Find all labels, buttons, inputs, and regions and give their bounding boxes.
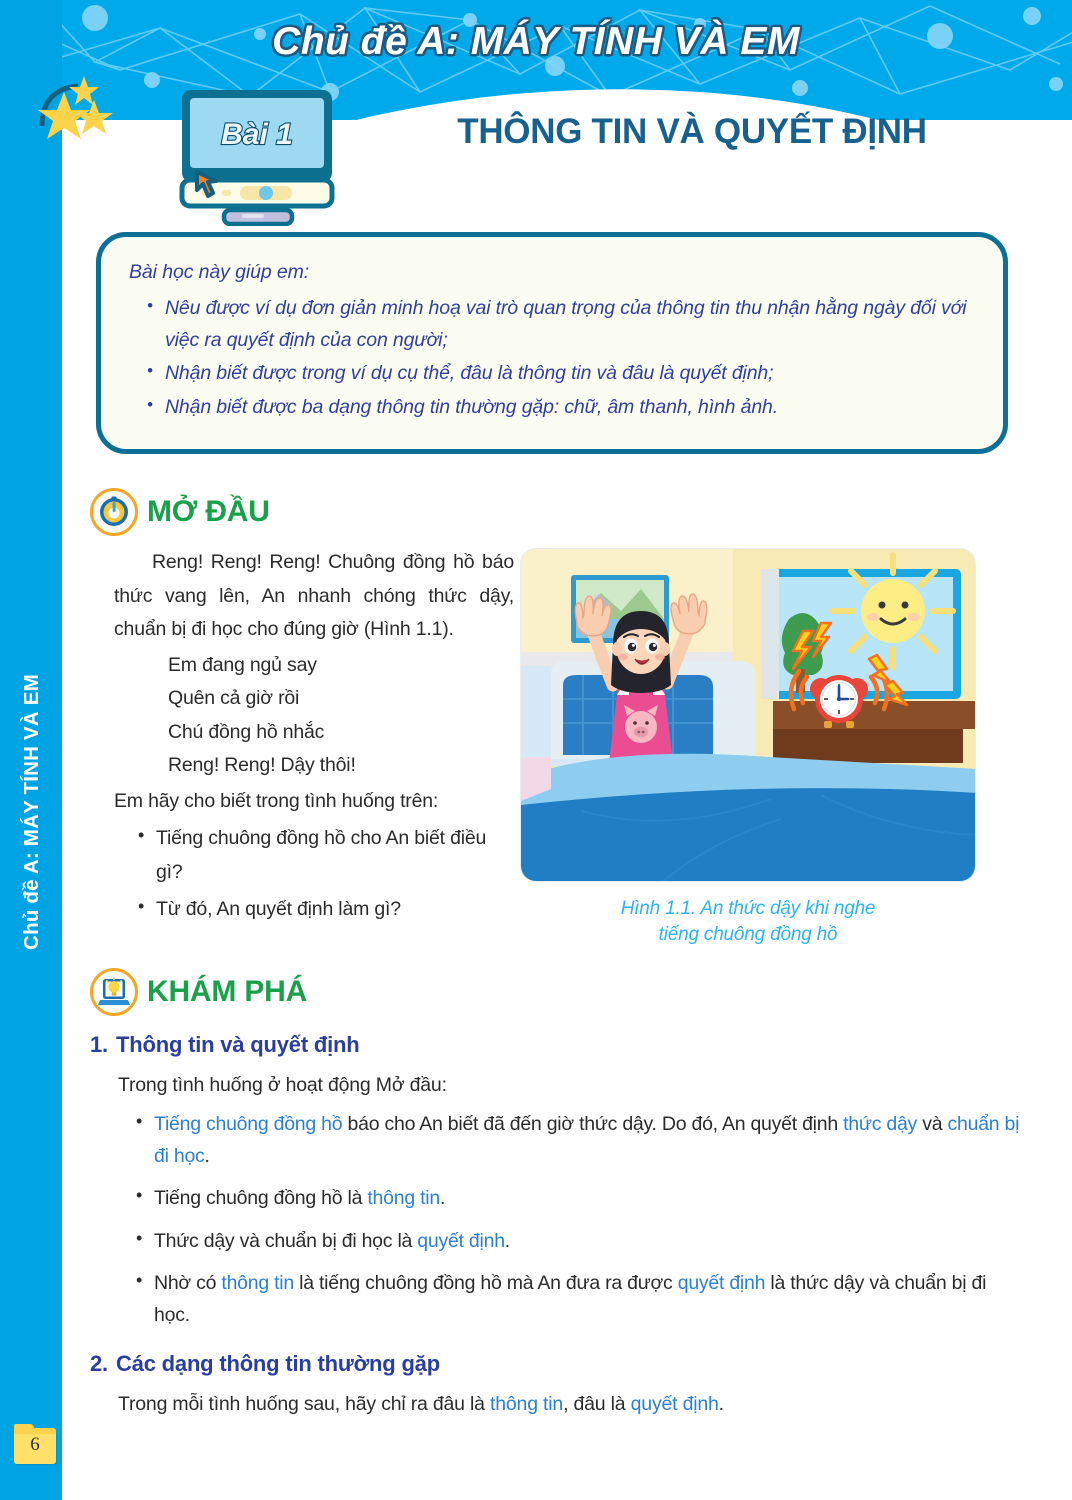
section-label-khampha: KHÁM PHÁ bbox=[147, 975, 308, 1008]
modau-question: • Từ đó, An quyết định làm gì? bbox=[114, 893, 514, 927]
modau-poem bbox=[114, 649, 514, 783]
clock-icon bbox=[90, 488, 138, 536]
modau-question-list bbox=[114, 822, 514, 927]
bullet-text: và bbox=[917, 1113, 948, 1135]
subsection-1-bullets bbox=[118, 1109, 1020, 1331]
highlight-term: chuẩn bị đi học bbox=[154, 1113, 1020, 1167]
bullet-text: báo cho An biết đã đến giờ thức dậy. Do đó, An quyết định bbox=[342, 1113, 844, 1135]
intro-text: Trong mỗi tình huống sau, hãy chỉ ra đâu là bbox=[118, 1393, 491, 1416]
section-header-khampha bbox=[90, 968, 307, 1016]
highlight-term: quyết định bbox=[417, 1229, 505, 1252]
highlight-term: thông tin bbox=[490, 1393, 564, 1416]
subsection-1-title: Thông tin và quyết định bbox=[116, 1032, 360, 1057]
intro-text: , đâu là bbox=[563, 1393, 631, 1416]
objectives-box bbox=[96, 232, 1008, 454]
khampha-bullet bbox=[118, 1226, 1020, 1258]
khampha-body bbox=[90, 1030, 1020, 1416]
objective-item: • Nhận biết được trong ví dụ cụ thể, đâu là thông tin và đâu là quyết định; bbox=[129, 358, 973, 390]
subsection-2-number: 2. bbox=[90, 1351, 108, 1377]
bullet-text: Tiếng chuông đồng hồ là bbox=[154, 1187, 368, 1210]
objective-item: • Nêu được ví dụ đơn giản minh hoạ vai trò quan trọng của thông tin thu nhận hằng ngày đối với việc ra quyết định của con người; bbox=[129, 293, 973, 356]
page-number-folder-icon bbox=[14, 1430, 56, 1464]
bullet-text: là thức dậy và chuẩn bị đi học. bbox=[154, 1272, 987, 1326]
subsection-2-intro bbox=[118, 1393, 1020, 1416]
bullet-text: Thức dậy và chuẩn bị đi học là bbox=[154, 1229, 418, 1252]
highlight-term: quyết định bbox=[677, 1272, 766, 1295]
modau-paragraph: Reng! Reng! Reng! Chuông đồng hồ báo thức vang lên, An nhanh chóng thức dậy, chuẩn bị đi học cho đúng giờ (Hình 1.1). bbox=[114, 551, 514, 641]
objectives-intro: Bài học này giúp em: bbox=[129, 261, 310, 283]
objective-item: • Nhận biết được ba dạng thông tin thường gặp: chữ, âm thanh, hình ảnh. bbox=[129, 392, 973, 424]
highlight-term: quyết định bbox=[630, 1393, 719, 1416]
spine-chapter-label: Chủ đề A: MÁY TÍNH VÀ EM bbox=[20, 674, 43, 950]
lesson-title: THÔNG TIN VÀ QUYẾT ĐỊNH bbox=[457, 112, 927, 151]
subsection-2-title: Các dạng thông tin thường gặp bbox=[116, 1351, 440, 1377]
bullet-text: . bbox=[504, 1229, 510, 1252]
stars-decoration-icon bbox=[34, 70, 134, 150]
highlight-term: Tiếng chuông đồng hồ bbox=[154, 1113, 343, 1135]
poem-line: Em đang ngủ say bbox=[168, 653, 317, 676]
intro-text: . bbox=[718, 1393, 724, 1416]
bullet-text: là tiếng chuông đồng hồ mà An đưa ra được bbox=[293, 1272, 678, 1295]
highlight-term: thức dậy bbox=[843, 1113, 918, 1135]
khampha-bullet bbox=[118, 1183, 1020, 1215]
figure-image-girl-waking-up bbox=[520, 548, 976, 882]
modau-text-column bbox=[114, 546, 514, 931]
section-header-modau bbox=[90, 488, 270, 536]
bullet-text: . bbox=[439, 1187, 446, 1210]
lesson-badge-text: Bài 1 bbox=[221, 118, 293, 151]
poem-line: Reng! Reng! Dậy thôi! bbox=[168, 754, 356, 777]
bullet-text: . bbox=[204, 1144, 210, 1167]
lightbulb-laptop-icon bbox=[90, 968, 138, 1016]
figure-caption-line1: Hình 1.1. An thức dậy khi nghe bbox=[620, 898, 876, 919]
highlight-term: thông tin bbox=[367, 1187, 440, 1210]
chapter-title: Chủ đề A: MÁY TÍNH VÀ EM bbox=[272, 20, 800, 63]
left-spine bbox=[0, 0, 62, 1500]
highlight-term: thông tin bbox=[221, 1272, 294, 1295]
modau-question: • Tiếng chuông đồng hồ cho An biết điều gì? bbox=[114, 822, 514, 889]
lesson-badge-monitor-icon bbox=[172, 86, 352, 226]
subsection-2-heading bbox=[90, 1351, 1020, 1377]
subsection-1-intro: Trong tình huống ở hoạt động Mở đầu: bbox=[118, 1074, 447, 1096]
section-label-modau: MỞ ĐẦU bbox=[147, 495, 270, 528]
subsection-1-number: 1. bbox=[90, 1032, 108, 1057]
main-content bbox=[62, 0, 1072, 1500]
figure-caption-line2: tiếng chuông đồng hồ bbox=[658, 923, 838, 945]
figure-1-1 bbox=[520, 548, 976, 947]
khampha-bullet bbox=[118, 1109, 1020, 1172]
subsection-1-heading bbox=[90, 1032, 1020, 1058]
objectives-list bbox=[129, 293, 973, 423]
modau-ask: Em hãy cho biết trong tình huống trên: bbox=[114, 789, 439, 812]
figure-caption bbox=[520, 896, 976, 947]
poem-line: Quên cả giờ rồi bbox=[168, 687, 300, 710]
khampha-bullet bbox=[118, 1268, 1020, 1331]
poem-line: Chú đồng hồ nhắc bbox=[168, 720, 325, 743]
bullet-text: Nhờ có bbox=[154, 1272, 222, 1295]
page-number: 6 bbox=[30, 1434, 40, 1455]
